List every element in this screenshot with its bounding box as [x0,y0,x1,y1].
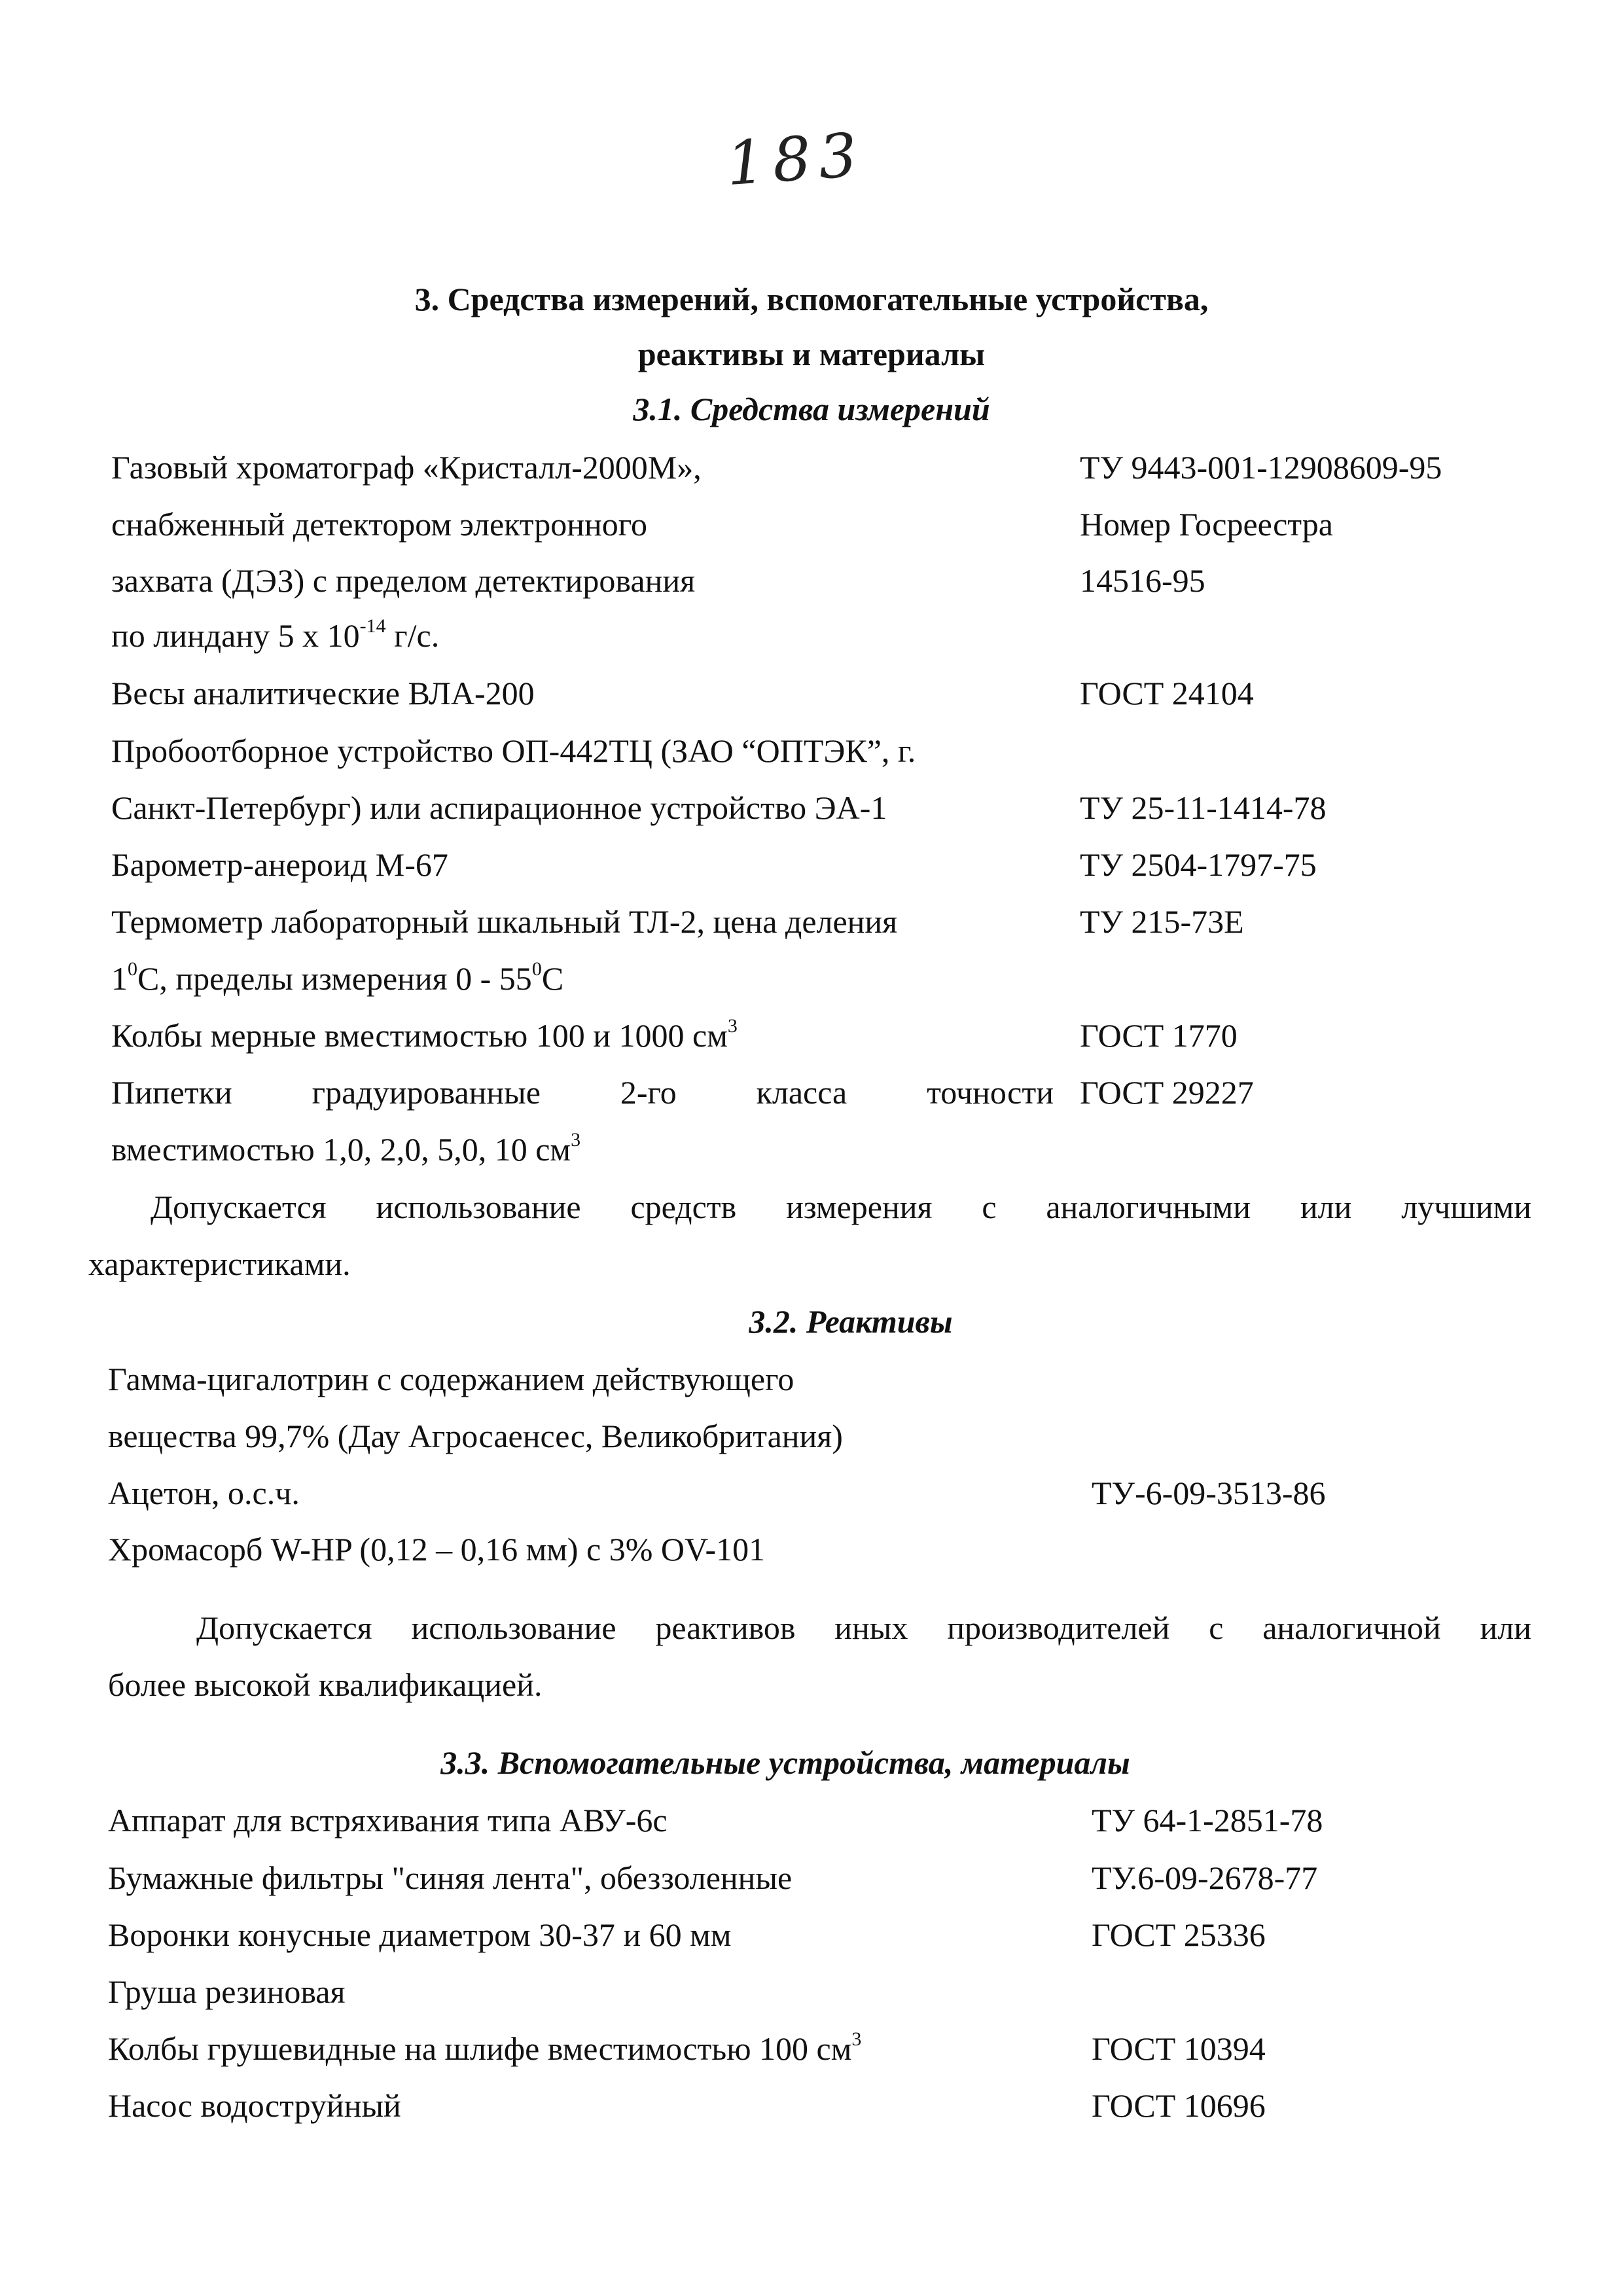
list-item: Аппарат для встряхивания типа АВУ-6с [108,1802,668,1839]
list-item-ref: ГОСТ 10696 [1092,2087,1266,2124]
list-item: вместимостью 1,0, 2,0, 5,0, 10 $см^3$ [111,1129,581,1168]
list-item-ref: 14516-95 [1080,562,1205,599]
note-paragraph-line2: характеристиками. [88,1246,351,1282]
list-item: Пипетки градуированные 2-го класса точности [111,1074,1054,1111]
list-item: Термометр лабораторный шкальный ТЛ-2, цена деления [111,903,898,940]
list-item: захвата (ДЭЗ) с пределом детектирования [111,562,696,599]
list-item-ref: ГОСТ 29227 [1080,1074,1254,1111]
list-item-ref: ГОСТ 10394 [1092,2030,1266,2067]
list-item-ref: ТУ.6-09-2678-77 [1092,1859,1318,1896]
list-item: Газовый хроматограф «Кристалл-2000М», [111,449,702,486]
section-heading-line2: реактивы и материалы [637,336,986,372]
subsection-title-3-2: 3.2. Реактивы [749,1303,953,1340]
list-item: по линдану 5 х $10^{-14}$ г/с. [111,615,440,654]
list-item-ref: ТУ 215-73Е [1080,903,1244,940]
list-item-ref: ТУ-6-09-3513-86 [1092,1475,1326,1511]
list-item: $1^0С$, пределы измерения $0 - 55^0С$ [111,958,564,997]
list-item-ref: ГОСТ 24104 [1080,675,1254,711]
list-item: Барометр-анероид М-67 [111,846,448,883]
list-item-ref: ТУ 64-1-2851-78 [1092,1802,1323,1839]
list-item-ref: ГОСТ 1770 [1080,1017,1238,1054]
list-item: Груша резиновая [108,1973,346,2010]
list-item: Насос водоструйный [108,2087,401,2124]
section-heading-line1: 3. Средства измерений, вспомогательные устройства, [414,281,1209,317]
list-item: Бумажные фильтры "синяя лента", обеззоленные [108,1859,793,1896]
list-item-ref: Номер Госреестра [1080,506,1333,543]
list-item: Санкт-Петербург) или аспирационное устройство ЭА-1 [111,789,887,826]
list-item: Пробоотборное устройство ОП-442ТЦ (ЗАО “ОПТЭК”, г. [111,732,916,769]
list-item: Ацетон, о.с.ч. [108,1475,300,1511]
list-item: Колбы грушевидные на шлифе вместимостью 100 $см^3$ [108,2028,862,2067]
handwritten-page-number: 183 [724,119,868,200]
note-paragraph-line1: Допускается использование реактивов иных производителей с аналогичной или [196,1609,1531,1646]
subsection-title-3-1: 3.1. Средства измерений [633,391,990,427]
list-item-ref: ТУ 9443-001-12908609-95 [1080,449,1442,486]
note-paragraph-line2: более высокой квалификацией. [108,1666,543,1703]
list-item-ref: ТУ 2504-1797-75 [1080,846,1317,883]
list-item: Весы аналитические ВЛА-200 [111,675,535,711]
list-item: Воронки конусные диаметром 30-37 и 60 мм [108,1916,732,1953]
list-item-ref: ГОСТ 25336 [1092,1916,1266,1953]
list-item: Колбы мерные вместимостью 100 и 1000 $см^3$ [111,1015,738,1054]
list-item: Гамма-цигалотрин с содержанием действующего [108,1361,794,1397]
subsection-title-3-3: 3.3. Вспомогательные устройства, материалы [440,1744,1130,1781]
list-item: снабженный детектором электронного [111,506,648,543]
list-item: Хромасорб W-HP (0,12 – 0,16 мм) с 3% OV-101 [108,1531,766,1568]
list-item: вещества 99,7% (Дау Агросаенсес, Великобритания) [108,1418,843,1454]
list-item-ref: ТУ 25-11-1414-78 [1080,789,1327,826]
note-paragraph-line1: Допускается использование средств измерения с аналогичными или лучшими [151,1189,1531,1225]
